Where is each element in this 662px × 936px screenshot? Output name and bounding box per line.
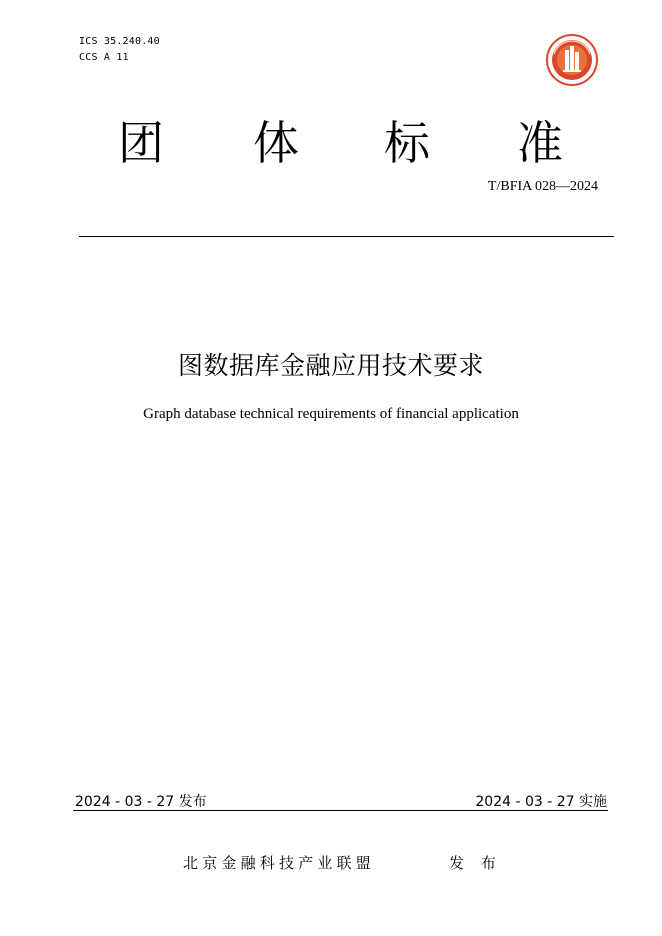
- classification-codes: [79, 34, 160, 66]
- standard-type-char: 体: [253, 116, 299, 170]
- publisher-name: 北京金融科技产业联盟: [183, 854, 376, 872]
- association-seal-icon: [546, 34, 598, 86]
- standard-type-char: 标: [384, 116, 430, 170]
- publish-label: 发 布: [449, 854, 502, 872]
- ics-code: ICS 35.240.40: [79, 36, 160, 47]
- standard-type-char: 准: [517, 116, 563, 170]
- standard-number: T/BFIA 028—2024: [487, 179, 598, 194]
- document-title-chinese: 图数据库金融应用技术要求: [177, 351, 484, 380]
- publish-date: 2024 - 03 - 27 发布: [75, 794, 207, 810]
- implementation-date: 2024 - 03 - 27 实施: [475, 794, 607, 810]
- document-title-english: Graph database technical requirements of financial application: [143, 406, 519, 422]
- standard-type-title: [118, 113, 568, 173]
- standard-type-char: 团: [118, 116, 164, 170]
- footer-divider: [73, 810, 608, 811]
- header-divider: [79, 236, 614, 237]
- ccs-code: CCS A 11: [79, 52, 129, 63]
